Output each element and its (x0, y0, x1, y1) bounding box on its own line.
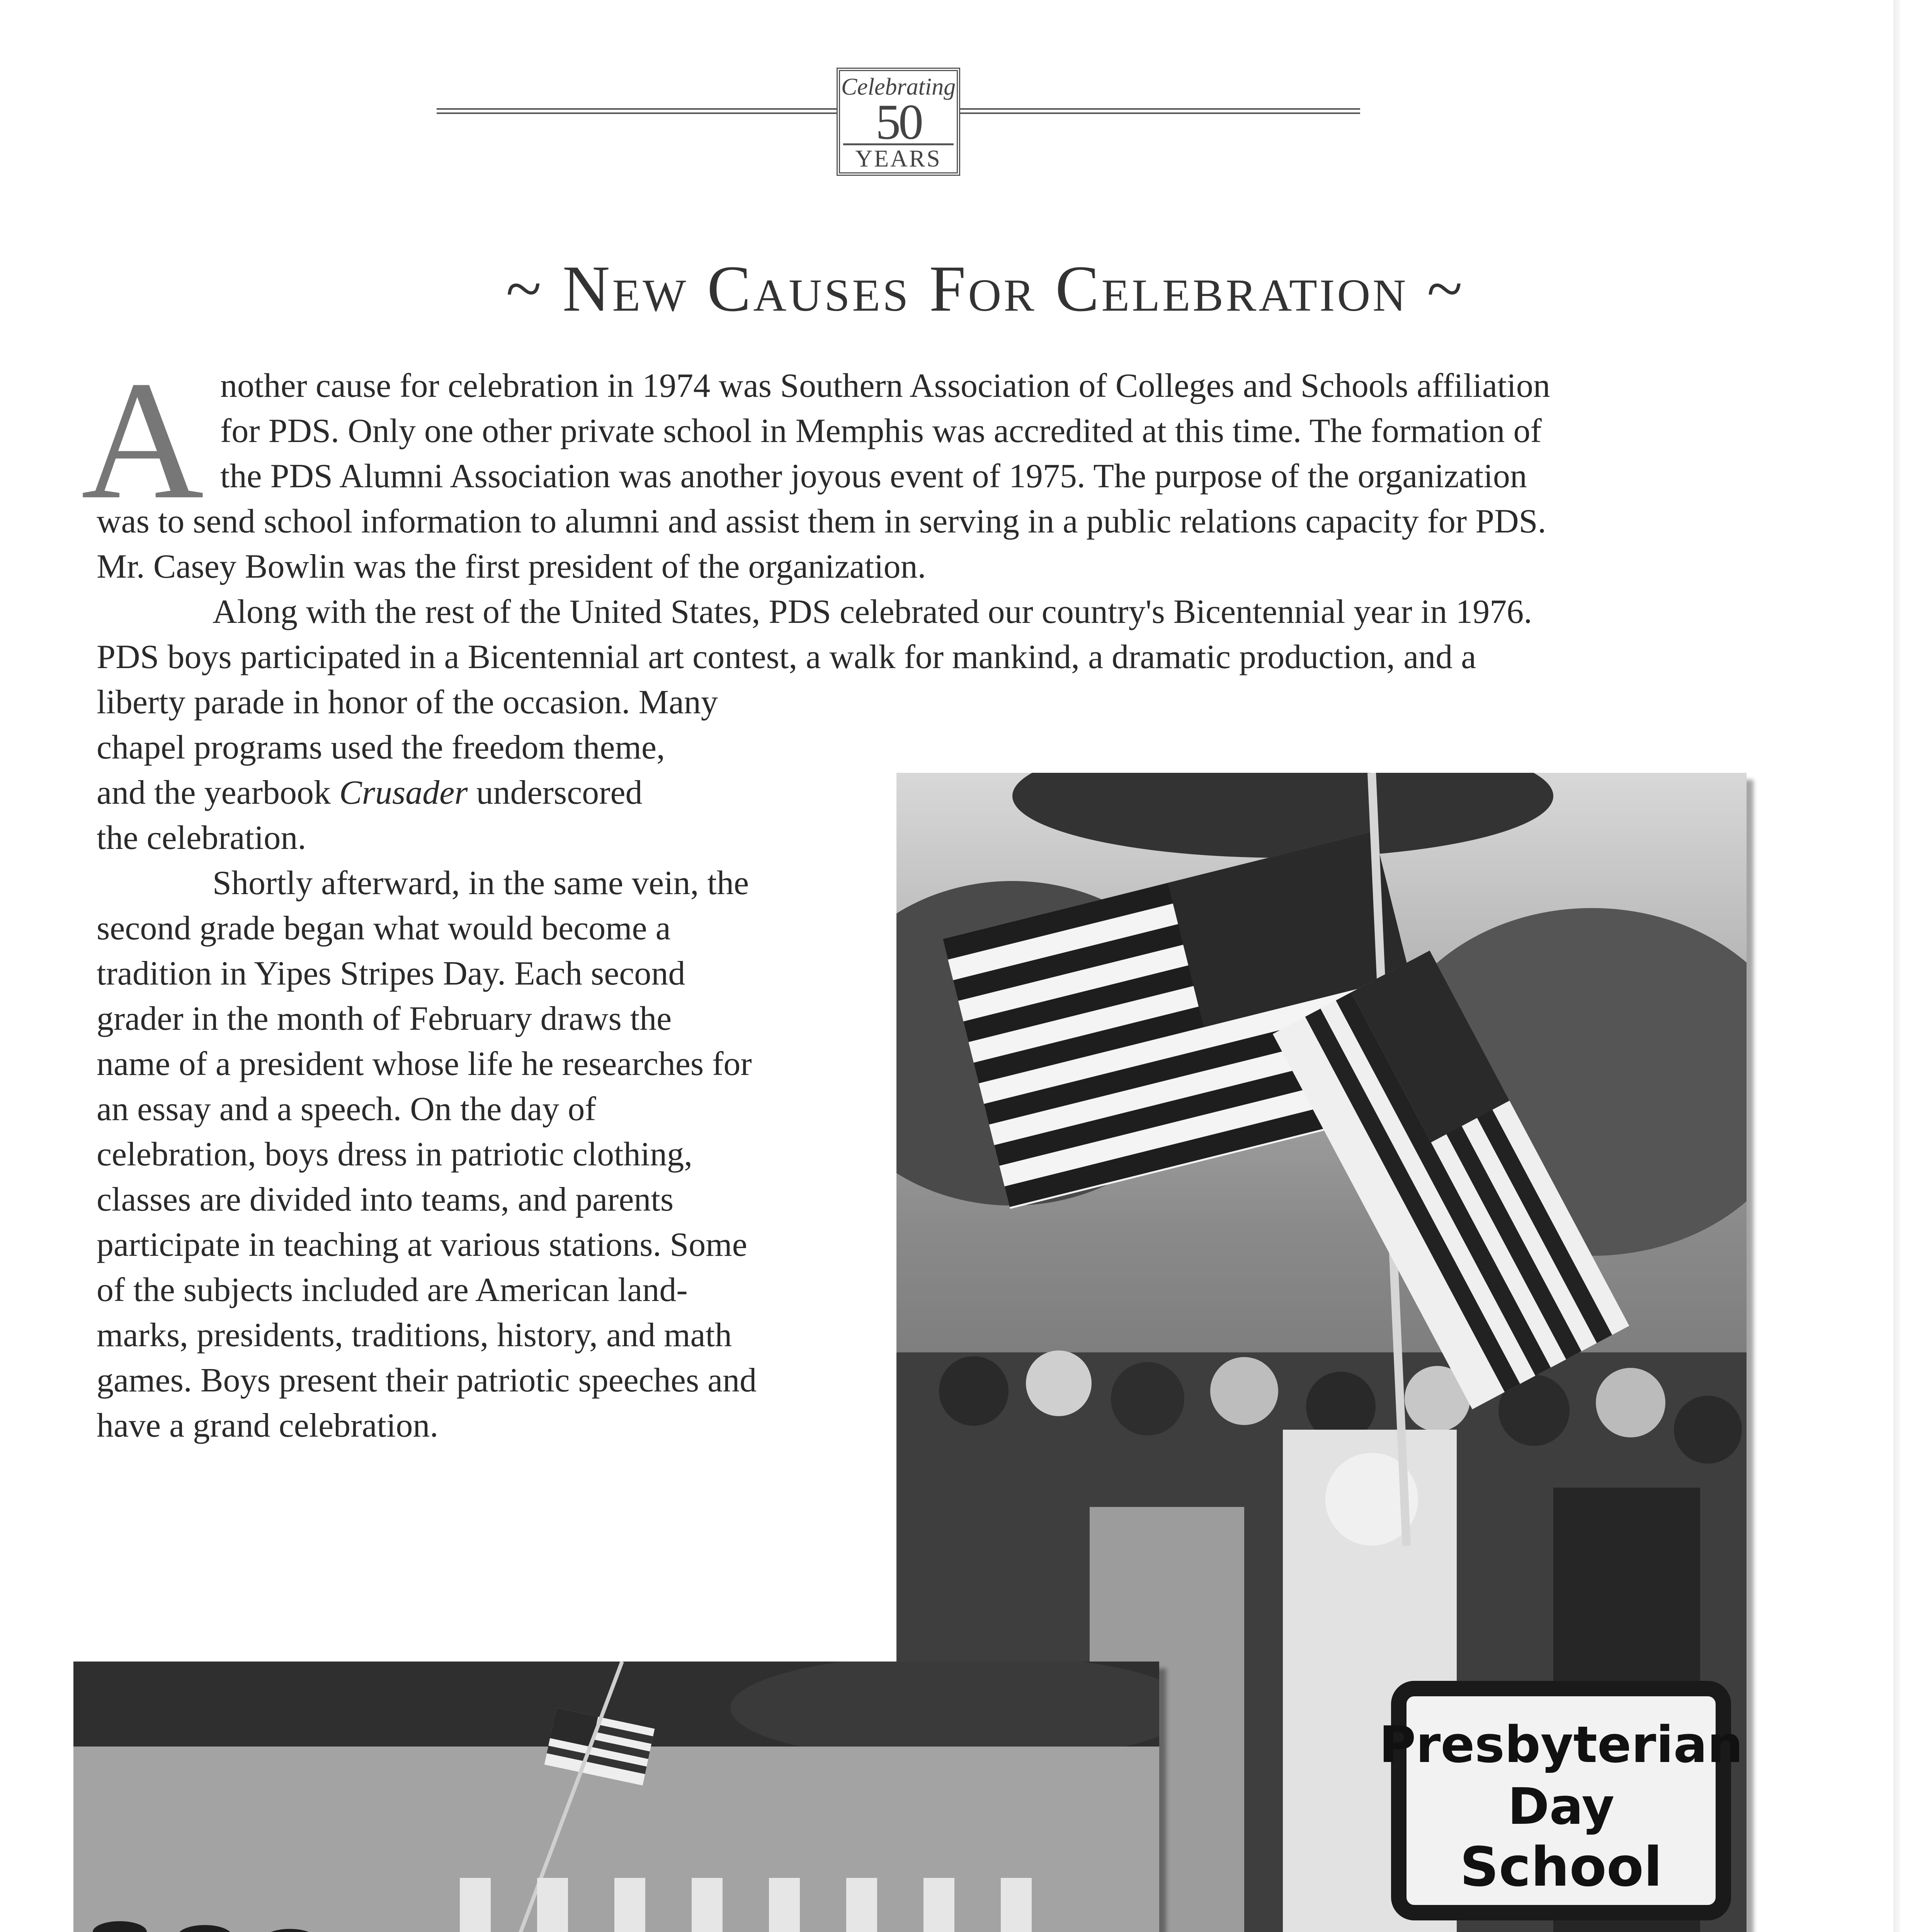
text-line: second grade began what would become a (97, 910, 671, 947)
header-rule-left (437, 108, 838, 114)
page-title: ~ New Causes For Celebration ~ (506, 252, 1465, 325)
text-line: liberty parade in honor of the occasion. Many (97, 684, 718, 721)
text-span: underscored (476, 774, 643, 811)
text-line: chapel programs used the freedom theme, (97, 729, 665, 766)
text-line: celebration, boys dress in patriotic clothing, (97, 1136, 693, 1173)
text-line: an essay and a speech. On the day of (97, 1090, 596, 1128)
text-line: the celebration. (97, 819, 306, 857)
text-line: for PDS. Only one other private school in Memphis was accredited at this time. The formation of (220, 412, 1542, 450)
students-photo (73, 1662, 1159, 1932)
text-line: PDS boys participated in a Bicentennial art contest, a walk for mankind, a dramatic production, and a (97, 638, 1476, 676)
sign-text-2: Day (1507, 1777, 1615, 1836)
text-line: tradition in Yipes Stripes Day. Each second (97, 955, 685, 992)
badge-years: YEARS (843, 143, 954, 173)
text-line: classes are divided into teams, and parents (97, 1181, 674, 1218)
drop-cap: A (81, 346, 204, 534)
text-line: name of a president whose life he researches for (97, 1045, 752, 1083)
text-line: marks, presidents, traditions, history, and math (97, 1316, 732, 1354)
text-span: and the yearbook (97, 774, 331, 811)
students-photo-art (73, 1662, 1159, 1932)
text-line: Along with the rest of the United States, PDS celebrated our country's Bicentennial year in 1976. (213, 593, 1532, 631)
text-line: have a grand celebration. (97, 1407, 439, 1444)
text-line: participate in teaching at various stations. Some (97, 1226, 747, 1264)
text-line: nother cause for celebration in 1974 was Southern Association of Colleges and Schools affiliation (220, 367, 1550, 405)
text-line: of the subjects included are American land- (97, 1271, 688, 1309)
paragraph-1-indented (220, 363, 1550, 499)
text-line: the PDS Alumni Association was another joyous event of 1975. The purpose of the organization (220, 457, 1527, 495)
text-line: games. Boys present their patriotic speeches and (97, 1362, 757, 1399)
text-line: Mr. Casey Bowlin was the first president of the organization. (97, 548, 926, 585)
badge-fifty: 50 (876, 94, 921, 150)
anniversary-badge (837, 68, 960, 176)
text-line: was to send school information to alumni and assist them in serving in a public relations capacity for PDS. (97, 503, 1546, 540)
text-line: grader in the month of February draws the (97, 1000, 672, 1037)
badge-celebrating: Celebrating (841, 74, 956, 100)
header-rule-right (958, 108, 1360, 114)
yearbook-title: Crusader (339, 774, 468, 811)
sign-text-1: Presbyterian (1379, 1715, 1743, 1774)
text-line: Shortly afterward, in the same vein, the (213, 864, 749, 902)
sign-text-3: School (1460, 1836, 1662, 1899)
